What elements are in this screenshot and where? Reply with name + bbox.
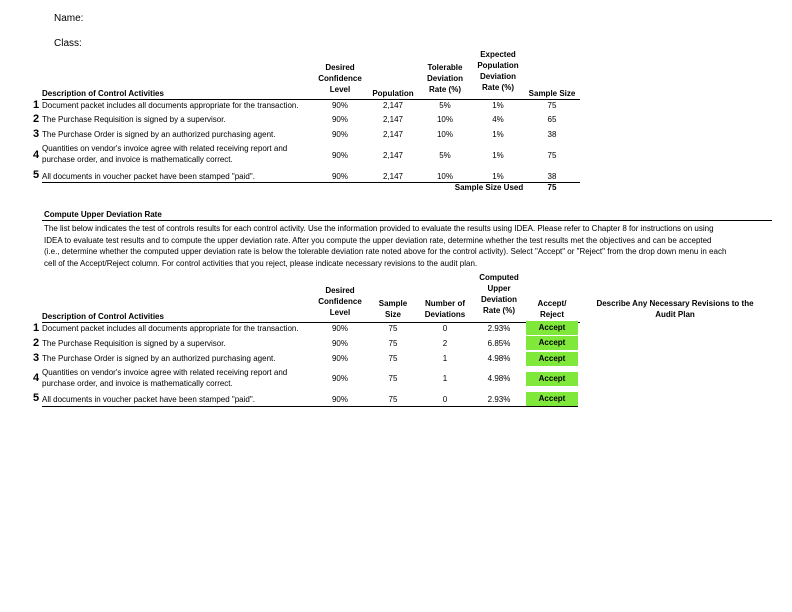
t1-header-expected: Expected Population Deviation Rate (%) <box>477 50 519 92</box>
row-description: Document packet includes all documents appropriate for the transaction. <box>42 101 299 110</box>
class-label: Class: <box>54 38 82 49</box>
row-description: Quantities on vendor's invoice agree with related receiving report and purchase order, and invoice is mathematically correct. <box>42 368 288 388</box>
t1-header-tolerable: Tolerable Deviation Rate (%) <box>426 63 463 94</box>
row-confidence: 90% <box>331 395 348 404</box>
accept-reject-dropdown[interactable]: Accept <box>526 352 578 366</box>
t2-header-confidence: Desired Confidence Level <box>318 286 362 317</box>
row-description: The Purchase Requisition is signed by a supervisor. <box>42 339 226 348</box>
revisions-cell[interactable] <box>580 392 770 406</box>
row-tolerable: 10% <box>436 130 453 139</box>
t2-header-description: Description of Control Activities <box>42 312 164 321</box>
row-confidence: 90% <box>331 339 348 348</box>
row-tolerable: 5% <box>439 101 451 110</box>
row-number: 4 <box>33 149 40 161</box>
row-sample: 75 <box>388 324 398 333</box>
row-deviations: 1 <box>442 374 448 383</box>
row-deviations: 0 <box>442 324 448 333</box>
section2-rule <box>42 220 772 221</box>
accept-reject-dropdown[interactable]: Accept <box>526 321 578 335</box>
row-description: All documents in voucher packet have been stamped "paid". <box>42 172 255 181</box>
row-expected: 4% <box>492 115 504 124</box>
row-upper-rate: 4.98% <box>487 374 511 383</box>
row-deviations: 1 <box>442 354 448 363</box>
row-sample: 65 <box>547 115 557 124</box>
row-description: All documents in voucher packet have been stamped "paid". <box>42 395 255 404</box>
row-number: 2 <box>33 337 40 349</box>
row-description: Document packet includes all documents appropriate for the transaction. <box>42 324 299 333</box>
row-expected: 1% <box>492 130 504 139</box>
row-tolerable: 10% <box>436 115 453 124</box>
t2-header-upper-rate: Computed Upper Deviation Rate (%) <box>479 273 519 315</box>
t1-header-description: Description of Control Activities <box>42 89 164 98</box>
t2-footer-rule <box>42 406 578 407</box>
revisions-cell[interactable] <box>580 336 770 350</box>
revisions-cell[interactable] <box>580 321 770 335</box>
row-population: 2,147 <box>382 115 404 124</box>
row-deviations: 0 <box>442 395 448 404</box>
row-population: 2,147 <box>382 151 404 160</box>
row-confidence: 90% <box>331 374 348 383</box>
revisions-cell[interactable] <box>580 352 770 366</box>
row-description: The Purchase Order is signed by an authorized purchasing agent. <box>42 130 276 139</box>
row-confidence: 90% <box>331 354 348 363</box>
row-confidence: 90% <box>331 115 348 124</box>
row-population: 2,147 <box>382 172 404 181</box>
row-expected: 1% <box>492 151 504 160</box>
row-sample: 75 <box>388 395 398 404</box>
sample-size-used-label: Sample Size Used <box>454 183 524 192</box>
row-tolerable: 5% <box>439 151 451 160</box>
t2-header-deviations: Number of Deviations <box>424 299 466 319</box>
row-sample: 75 <box>388 339 398 348</box>
row-number: 1 <box>33 322 40 334</box>
row-confidence: 90% <box>331 324 348 333</box>
t2-header-sample-size: Sample Size <box>378 299 408 319</box>
sample-size-used-value: 75 <box>547 183 557 192</box>
row-sample: 75 <box>547 101 557 110</box>
name-label: Name: <box>54 13 84 24</box>
row-sample: 75 <box>388 354 398 363</box>
row-upper-rate: 4.98% <box>487 354 511 363</box>
accept-reject-dropdown[interactable]: Accept <box>526 336 578 350</box>
row-confidence: 90% <box>331 151 348 160</box>
row-expected: 1% <box>492 172 504 181</box>
row-number: 5 <box>33 169 40 181</box>
row-upper-rate: 6.85% <box>487 339 511 348</box>
row-confidence: 90% <box>331 172 348 181</box>
row-sample: 38 <box>547 130 557 139</box>
row-upper-rate: 2.93% <box>487 324 511 333</box>
section2-title: Compute Upper Deviation Rate <box>44 210 162 219</box>
revisions-cell[interactable] <box>580 372 770 386</box>
accept-reject-dropdown[interactable]: Accept <box>526 372 578 386</box>
row-population: 2,147 <box>382 101 404 110</box>
t2-header-accept-reject: Accept/ Reject <box>537 299 567 319</box>
row-sample: 75 <box>388 374 398 383</box>
row-tolerable: 10% <box>436 172 453 181</box>
row-description: Quantities on vendor's invoice agree with related receiving report and purchase order, and invoice is mathematically correct. <box>42 144 288 164</box>
row-upper-rate: 2.93% <box>487 395 511 404</box>
row-sample: 38 <box>547 172 557 181</box>
row-population: 2,147 <box>382 130 404 139</box>
row-description: The Purchase Order is signed by an authorized purchasing agent. <box>42 354 276 363</box>
row-sample: 75 <box>547 151 557 160</box>
row-number: 2 <box>33 113 40 125</box>
accept-reject-dropdown[interactable]: Accept <box>526 392 578 406</box>
row-confidence: 90% <box>331 101 348 110</box>
row-number: 4 <box>33 372 40 384</box>
row-deviations: 2 <box>442 339 448 348</box>
row-number: 1 <box>33 99 40 111</box>
row-description: The Purchase Requisition is signed by a supervisor. <box>42 115 226 124</box>
t1-header-confidence: Desired Confidence Level <box>318 63 362 94</box>
row-confidence: 90% <box>331 130 348 139</box>
row-number: 5 <box>33 392 40 404</box>
t1-header-sample-size: Sample Size <box>528 89 576 98</box>
row-number: 3 <box>33 128 40 140</box>
row-number: 3 <box>33 352 40 364</box>
t1-header-population: Population <box>372 89 414 98</box>
t2-header-revisions: Describe Any Necessary Revisions to the Audit Plan <box>596 299 754 319</box>
section2-instructions: The list below indicates the test of controls results for each control activity. Use the information provided to evaluate the results using IDEA. Please refer to Chapter 8 for instructions on using IDEA to evaluate test results and to compute the upper deviation rate. After you compute the upper deviation rate, determine whether the test results met the objectives and can be accepted (i.e., determine whether the computed upper deviation rate is below the tolerable deviation rate noted above for the control activity). Select "Accept" or "Reject" from the drop down menu in each cell of the Accept/Reject column. For control activities that you reject, please indicate necessary revisions to the audit plan. <box>44 224 727 268</box>
row-expected: 1% <box>492 101 504 110</box>
